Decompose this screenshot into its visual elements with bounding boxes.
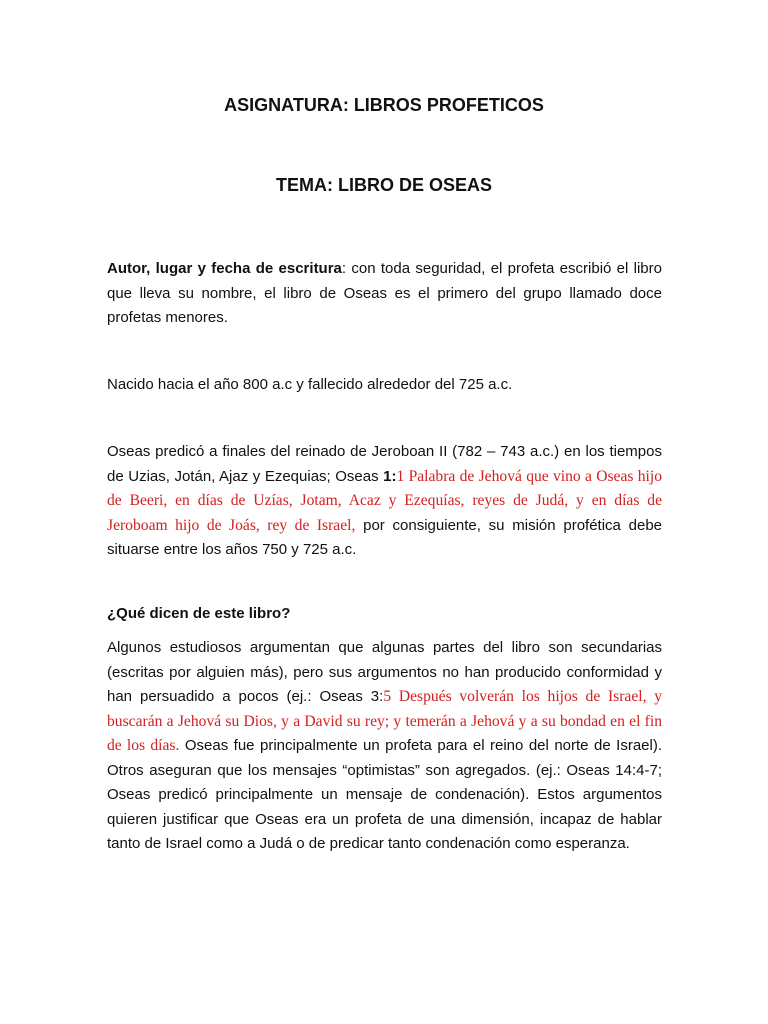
author-text: con toda seguridad, el profeta escribió el libro que lleva su nombre, el libro de Oseas es el primero del grupo llamado doce profetas menores. — [107, 260, 662, 326]
ministry-text-before: Oseas predicó a finales del reinado de Jeroboan II (782 – 743 a.c.) en los tiempos de Uzias, Jotán, Ajaz y Ezequias; Oseas — [107, 443, 662, 485]
paragraph-author — [107, 257, 662, 331]
views-text-before: Algunos estudiosos argumentan que algunas partes del libro son secundarias (escritas por alguien más), pero sus argumentos no han producido conformidad y han persuadido a pocos (ej.: Oseas 3: — [107, 639, 662, 705]
ministry-text-after: por consiguiente, su misión profética debe situarse entre los años 750 y 725 a.c. — [107, 516, 663, 558]
views-quote: 5 Después volverán los hijos de Israel, y buscarán a Jehová su Dios, y a David su rey; y temerán a Jehová y a su bondad en el fin de los días. — [107, 688, 662, 754]
ministry-quote: 1 Palabra de Jehová que vino a Oseas hijo de Beeri, en días de Uzías, Jotam, Acaz y Ezequías, reyes de Judá, y en días de Jeroboam hijo de Joás, rey de Israel, — [107, 467, 662, 534]
paragraph-ministry — [107, 440, 662, 563]
author-colon: : — [341, 260, 347, 277]
author-label: Autor, lugar y fecha de escritura — [107, 260, 342, 277]
section-heading: ¿Qué dicen de este libro? — [107, 605, 291, 622]
paragraph-birth: Nacido hacia el año 800 a.c y fallecido alrededor del 725 a.c. — [107, 376, 513, 393]
topic-title: TEMA: LIBRO DE OSEAS — [275, 175, 492, 195]
ministry-reference: 1: — [383, 467, 397, 485]
subject-title: ASIGNATURA: LIBROS PROFETICOS — [224, 95, 544, 115]
paragraph-views — [107, 636, 662, 857]
views-text-after: Oseas fue principalmente un profeta para el reino del norte de Israel). Otros aseguran que los mensajes “optimistas” son agregados. (ej.: Oseas 14:4-7; Oseas predicó principalmente un mensaje de condenación). Estos argumentos quieren justificar que Oseas era un profeta de una dimensión, incapaz de hablar tanto de Israel como a Judá o de predicar tanto condenación como esperanza. — [107, 737, 663, 852]
